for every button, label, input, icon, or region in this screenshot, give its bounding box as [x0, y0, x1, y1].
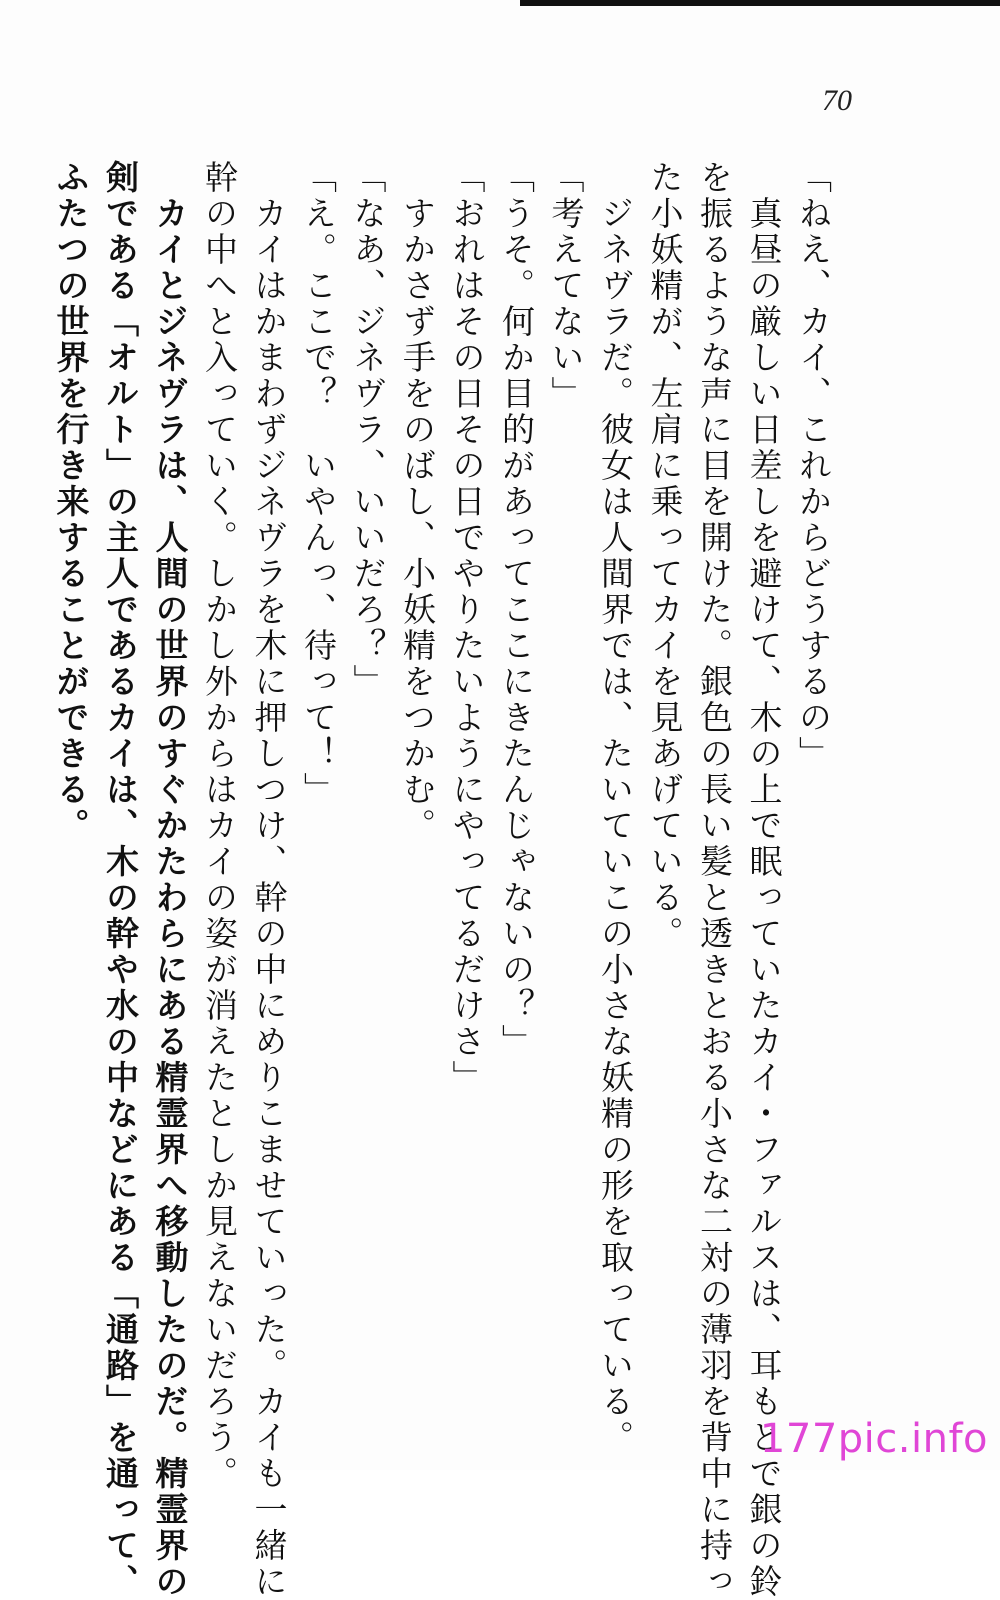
text-line-bold: カイとジネヴラは、人間の世界のすぐかたわらにある精霊界へ移動したのだ。精霊界の — [150, 160, 190, 1600]
text-line: 「え。ここで？ いやんっ、待って！」 — [299, 160, 338, 808]
text-line-bold: ふたつの世界を行き来することができる。 — [51, 160, 91, 844]
text-line: 幹の中へと入っていく。しかし外からはカイの姿が消えたとしか見えないだろう。 — [200, 160, 239, 1492]
text-line: 「うそ。何か目的があってここにきたんじゃないの？」 — [497, 160, 536, 1060]
text-line: た小妖精が、左肩に乗ってカイを見あげている。 — [645, 160, 685, 952]
text-line: ジネヴラだ。彼女は人間界では、たいていこの小さな妖精の形を取っている。 — [596, 160, 635, 1456]
text-line: すかさず手をのばし、小妖精をつかむ。 — [398, 160, 437, 844]
text-line: を振るような声に目を開けた。銀色の長い髪と透きとおる小さな二対の薄羽を背中に持っ — [695, 160, 734, 1600]
text-line: 真昼の厳しい日差しを避けて、木の上で眠っていたカイ・ファルスは、耳もとで銀の鈴 — [744, 160, 784, 1600]
text-line: 「ねえ、カイ、これからどうするの」 — [794, 160, 833, 772]
watermark-text: 177pic.info — [759, 1416, 988, 1462]
top-border-rule — [520, 0, 1000, 6]
text-line: 「考えてない」 — [546, 160, 586, 412]
text-line: カイはかまわずジネヴラを木に押しつけ、幹の中にめりこませていった。カイも一緒に — [249, 160, 289, 1600]
vertical-text-block — [46, 160, 838, 1600]
text-line: 「おれはその日その日でやりたいようにやってるだけさ」 — [447, 160, 487, 1096]
text-line: 「なあ、ジネヴラ、いいだろ？」 — [348, 160, 388, 700]
text-line-bold: 剣である「オルト」の主人であるカイは、木の幹や水の中などにある「通路」を通って、 — [101, 160, 140, 1600]
page-number: 70 — [822, 84, 852, 117]
